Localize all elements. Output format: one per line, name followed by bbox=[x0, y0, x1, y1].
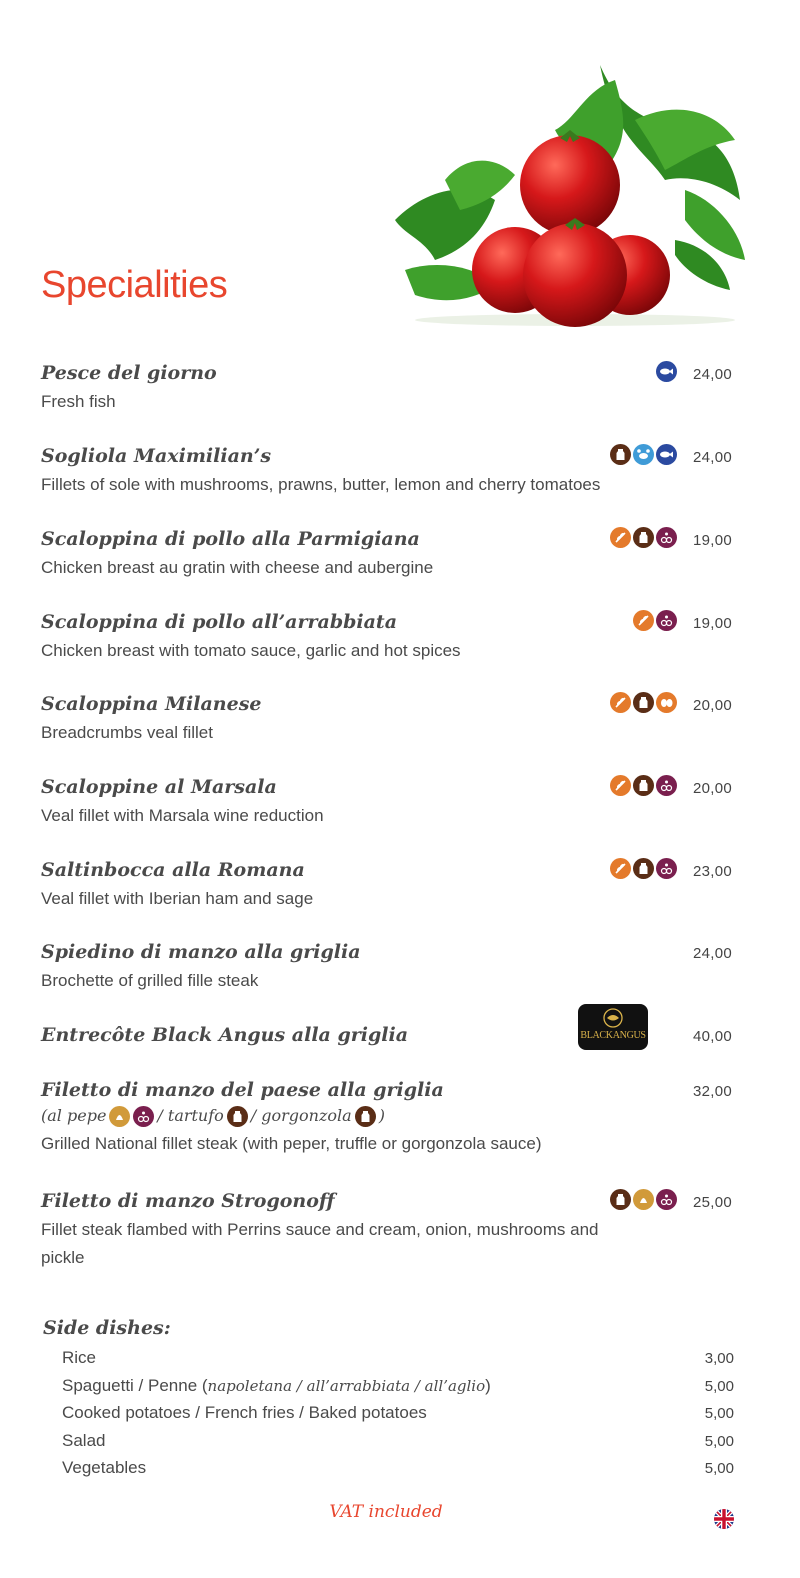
sauce-open: (al pepe bbox=[41, 1106, 107, 1125]
side-dish-row bbox=[62, 1344, 734, 1372]
dish-description: Veal fillet with Marsala wine reduction bbox=[41, 806, 324, 825]
dish-price: 20,00 bbox=[692, 697, 732, 714]
allergen-icons bbox=[656, 361, 677, 382]
dish-price: 32,00 bbox=[692, 1083, 732, 1100]
dish-name: Filetto di manzo del paese alla griglia bbox=[41, 1079, 444, 1101]
milk-icon bbox=[227, 1106, 248, 1127]
allergen-icons bbox=[610, 858, 677, 879]
dish-price: 24,00 bbox=[692, 945, 732, 962]
menu-item bbox=[41, 361, 741, 416]
milk-icon bbox=[610, 444, 631, 465]
dish-name: Scaloppine al Marsala bbox=[41, 776, 277, 798]
milk-icon bbox=[633, 527, 654, 548]
dish-name: Scaloppina di pollo alla Parmigiana bbox=[41, 528, 420, 550]
sauce-close: ) bbox=[378, 1106, 385, 1125]
page-title: Specialities bbox=[41, 264, 228, 306]
tomatoes-image bbox=[385, 60, 755, 330]
side-dish-row bbox=[62, 1372, 734, 1400]
menu-item bbox=[41, 858, 741, 913]
dish-price: 40,00 bbox=[692, 1028, 732, 1045]
uk-flag-icon[interactable] bbox=[713, 1508, 735, 1530]
side-dish-name: Spaguetti / Penne (napoletana / all’arrabbiata / all’aglio) bbox=[62, 1376, 491, 1395]
side-dish-name: Rice bbox=[62, 1348, 97, 1367]
side-dish-price: 5,00 bbox=[704, 1460, 734, 1477]
dish-description: Fillets of sole with mushrooms, prawns, butter, lemon and cherry tomatoes bbox=[41, 475, 601, 494]
dish-price: 25,00 bbox=[692, 1194, 732, 1211]
dish-description: Chicken breast au gratin with cheese and aubergine bbox=[41, 558, 434, 577]
side-dish-row bbox=[62, 1427, 734, 1455]
dish-description: Brochette of grilled fille steak bbox=[41, 971, 259, 990]
dish-description: Fresh fish bbox=[41, 392, 116, 411]
side-dish-price: 5,00 bbox=[704, 1433, 734, 1450]
dish-price: 20,00 bbox=[692, 780, 732, 797]
gluten-icon bbox=[610, 858, 631, 879]
dish-description: Breadcrumbs veal fillet bbox=[41, 723, 213, 742]
dish-description: Fillet steak flambed with Perrins sauce and cream, onion, mushrooms and pickle bbox=[41, 1220, 599, 1267]
dish-description: Chicken breast with tomato sauce, garlic and hot spices bbox=[41, 641, 461, 660]
black-angus-logo bbox=[578, 1004, 648, 1050]
crustacean-icon bbox=[633, 444, 654, 465]
menu-item bbox=[41, 610, 741, 665]
allergen-icons bbox=[610, 1189, 677, 1210]
sulphite-icon bbox=[656, 527, 677, 548]
egg-icon bbox=[656, 692, 677, 713]
dish-price: 24,00 bbox=[692, 449, 732, 466]
gluten-icon bbox=[633, 610, 654, 631]
allergen-icons bbox=[610, 444, 677, 465]
menu-item bbox=[41, 1078, 741, 1158]
menu-item bbox=[41, 692, 741, 747]
side-dish-name: Salad bbox=[62, 1431, 106, 1450]
dish-price: 19,00 bbox=[692, 615, 732, 632]
side-dishes-title: Side dishes: bbox=[43, 1317, 171, 1339]
milk-icon bbox=[633, 775, 654, 796]
sauce-options bbox=[41, 1102, 741, 1130]
side-dish-price: 3,00 bbox=[704, 1350, 734, 1367]
side-dish-price: 5,00 bbox=[704, 1405, 734, 1422]
mustard-icon bbox=[633, 1189, 654, 1210]
dish-name: Scaloppina Milanese bbox=[41, 693, 262, 715]
milk-icon bbox=[355, 1106, 376, 1127]
dish-price: 19,00 bbox=[692, 532, 732, 549]
side-dish-row bbox=[62, 1454, 734, 1482]
milk-icon bbox=[633, 858, 654, 879]
menu-item bbox=[41, 1189, 741, 1272]
sauce-tartufo: / tartufo bbox=[157, 1106, 224, 1125]
dish-name: Entrecôte Black Angus alla griglia bbox=[41, 1024, 409, 1046]
dish-price: 23,00 bbox=[692, 863, 732, 880]
sulphite-icon bbox=[656, 858, 677, 879]
menu-item bbox=[41, 775, 741, 830]
side-dish-name: Cooked potatoes / French fries / Baked potatoes bbox=[62, 1403, 427, 1422]
dish-name: Scaloppina di pollo all’arrabbiata bbox=[41, 611, 398, 633]
sulphite-icon bbox=[133, 1106, 154, 1127]
dish-name: Filetto di manzo Strogonoff bbox=[41, 1190, 335, 1212]
gluten-icon bbox=[610, 692, 631, 713]
menu-item bbox=[41, 940, 741, 995]
allergen-icons bbox=[633, 610, 677, 631]
allergen-icons bbox=[610, 692, 677, 713]
dish-name: Pesce del giorno bbox=[41, 362, 217, 384]
sulphite-icon bbox=[656, 775, 677, 796]
dish-description: Grilled National fillet steak (with peper, truffle or gorgonzola sauce) bbox=[41, 1134, 542, 1153]
fish-icon bbox=[656, 361, 677, 382]
gluten-icon bbox=[610, 527, 631, 548]
dish-price: 24,00 bbox=[692, 366, 732, 383]
black-angus-text: BLACKANGUS bbox=[580, 1030, 646, 1041]
mustard-icon bbox=[109, 1106, 130, 1127]
milk-icon bbox=[633, 692, 654, 713]
dish-name: Spiedino di manzo alla griglia bbox=[41, 941, 361, 963]
milk-icon bbox=[610, 1189, 631, 1210]
menu-item bbox=[41, 527, 741, 582]
sauce-gorgonzola: / gorgonzola bbox=[250, 1106, 352, 1125]
sulphite-icon bbox=[656, 610, 677, 631]
side-dish-row bbox=[62, 1399, 734, 1427]
allergen-icons bbox=[610, 775, 677, 796]
vat-note: VAT included bbox=[329, 1502, 443, 1522]
dish-name: Saltinbocca alla Romana bbox=[41, 859, 305, 881]
side-dish-price: 5,00 bbox=[704, 1378, 734, 1395]
dish-name: Sogliola Maximilian’s bbox=[41, 445, 272, 467]
side-dish-name: Vegetables bbox=[62, 1458, 147, 1477]
sulphite-icon bbox=[656, 1189, 677, 1210]
fish-icon bbox=[656, 444, 677, 465]
menu-item bbox=[41, 444, 741, 499]
gluten-icon bbox=[610, 775, 631, 796]
allergen-icons bbox=[610, 527, 677, 548]
dish-description: Veal fillet with Iberian ham and sage bbox=[41, 889, 314, 908]
